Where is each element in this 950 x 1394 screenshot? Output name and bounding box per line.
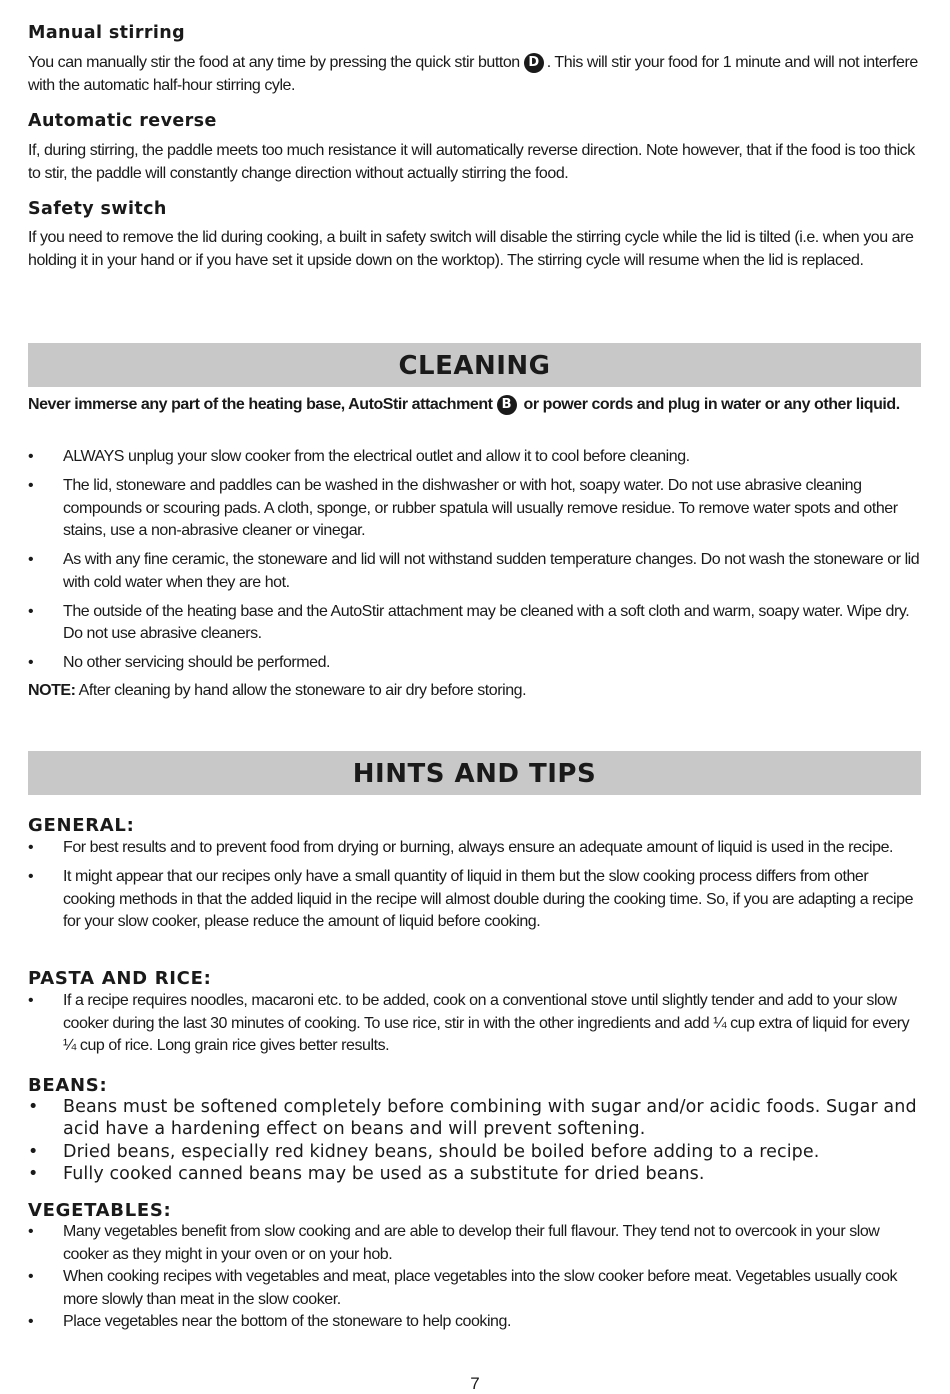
vegetables-heading: VEGETABLES: xyxy=(28,1200,172,1221)
page-number: 7 xyxy=(470,1374,480,1393)
list-item-text: The outside of the heating base and the AutoStir attachment may be cleaned with a soft cloth and warm, soapy water. Wipe dry. Do not use abrasive cleaners. xyxy=(63,602,910,642)
bullet-icon: • xyxy=(28,477,34,494)
list-item xyxy=(28,446,922,469)
list-item xyxy=(28,475,922,543)
note-text: After cleaning by hand allow the stoneware to air dry before storing. xyxy=(75,682,527,699)
bullet-icon: • xyxy=(28,551,34,568)
manual-stirring-text-2: . This will stir your food for 1 minute and will not interfere with the automatic half-hour stirring cyle. xyxy=(28,54,918,94)
list-item-text: Dried beans, especially red kidney beans, should be boiled before adding to a recipe. xyxy=(63,1141,820,1162)
bullet-icon: • xyxy=(28,1163,39,1184)
list-item xyxy=(28,1221,922,1266)
list-item-text: When cooking recipes with vegetables and meat, place vegetables into the slow cooker before meat. Vegetables usually cook more slowly than meat in the slow cooker. xyxy=(63,1268,898,1308)
automatic-reverse-heading: Automatic reverse xyxy=(28,111,217,131)
cleaning-list xyxy=(28,446,922,681)
list-item xyxy=(28,1266,922,1311)
bullet-icon: • xyxy=(28,448,34,465)
list-item-text: Place vegetables near the bottom of the stoneware to help cooking. xyxy=(63,1313,511,1330)
cleaning-note xyxy=(28,680,922,703)
quick-stir-button-d-icon: D xyxy=(524,53,544,73)
manual-stirring-text-1: You can manually stir the food at any time by pressing the quick stir button xyxy=(28,54,520,71)
bullet-icon: • xyxy=(28,1223,34,1240)
list-item xyxy=(28,1163,922,1185)
list-item-text: It might appear that our recipes only have a small quantity of liquid in them but the slow cooking process differs from other cooking methods in that the added liquid in the recipe will almost double during the cooking time. So, if you are adapting a recipe for your slow cooker, please reduce the amount of liquid before cooking. xyxy=(63,868,914,930)
general-list xyxy=(28,837,922,940)
safety-switch-heading: Safety switch xyxy=(28,199,167,219)
manual-stirring-paragraph xyxy=(28,52,922,97)
note-label: NOTE: xyxy=(28,682,76,699)
list-item xyxy=(28,601,922,646)
list-item-text: No other servicing should be performed. xyxy=(63,654,331,671)
manual-stirring-heading: Manual stirring xyxy=(28,23,186,43)
beans-heading: BEANS: xyxy=(28,1075,108,1096)
automatic-reverse-paragraph: If, during stirring, the paddle meets too much resistance it will automatically reverse direction. Note however, that if the food is too thick to stir, the paddle will constantly change direction without actually stirring the food. xyxy=(28,142,915,182)
list-item-text: ALWAYS unplug your slow cooker from the electrical outlet and allow it to cool before cleaning. xyxy=(63,448,690,465)
bullet-icon: • xyxy=(28,1313,34,1330)
pasta-rice-list xyxy=(28,990,922,1058)
list-item xyxy=(28,652,922,675)
bullet-icon: • xyxy=(28,992,34,1009)
bullet-icon: • xyxy=(28,839,34,856)
bullet-icon: • xyxy=(28,1097,39,1117)
bullet-icon: • xyxy=(28,602,34,620)
bullet-icon: • xyxy=(28,1268,34,1285)
list-item xyxy=(28,837,922,860)
cleaning-warning xyxy=(28,394,922,417)
list-item-text: As with any fine ceramic, the stoneware and lid will not withstand sudden temperature changes. Do not wash the stoneware or lid with cold water when they are hot. xyxy=(63,551,920,591)
bullet-icon: • xyxy=(28,1141,39,1162)
safety-switch-paragraph: If you need to remove the lid during cooking, a built in safety switch will disable the stirring cycle while the lid is tilted (i.e. when you are holding it in your hand or if you have set it upside down on the worktop). The stirring cycle will resume when the lid is replaced. xyxy=(28,229,914,269)
hints-banner xyxy=(28,751,921,795)
general-heading: GENERAL: xyxy=(28,815,135,836)
list-item xyxy=(28,1311,922,1334)
beans-list xyxy=(28,1096,922,1185)
vegetables-list xyxy=(28,1221,922,1334)
autostir-attachment-b-icon: B xyxy=(497,395,517,415)
list-item-text: If a recipe requires noodles, macaroni etc. to be added, cook on a conventional stove until slightly tender and add to your slow cooker during the last 30 minutes of cooking. To use rice, stir in with the other ingredients and add ¼ cup extra of liquid for every ¼ cup of rice. Long grain rice gives better results. xyxy=(63,992,910,1054)
cleaning-warning-text-2: or power cords and plug in water or any other liquid. xyxy=(519,396,900,413)
hints-title: HINTS AND TIPS xyxy=(352,759,597,789)
list-item xyxy=(28,549,922,594)
cleaning-title: CLEANING xyxy=(398,351,551,381)
list-item xyxy=(28,1141,922,1163)
list-item xyxy=(28,990,922,1058)
list-item xyxy=(28,1096,922,1141)
list-item xyxy=(28,866,922,934)
cleaning-banner xyxy=(28,343,921,387)
bullet-icon: • xyxy=(28,654,34,671)
bullet-icon: • xyxy=(28,868,34,885)
list-item-text: Many vegetables benefit from slow cooking and are able to develop their full flavour. They tend not to overcook in your slow cooker as they might in your oven or on your hob. xyxy=(63,1223,880,1263)
list-item-text: For best results and to prevent food from drying or burning, always ensure an adequate amount of liquid is used in the recipe. xyxy=(63,839,894,856)
list-item-text: Fully cooked canned beans may be used as a substitute for dried beans. xyxy=(63,1163,705,1184)
list-item-text: Beans must be softened completely before combining with sugar and/or acidic foods. Sugar and acid have a hardening effect on beans and will prevent softening. xyxy=(63,1097,917,1140)
pasta-rice-heading: PASTA AND RICE: xyxy=(28,968,212,989)
list-item-text: The lid, stoneware and paddles can be washed in the dishwasher or with hot, soapy water. Do not use abrasive cleaning compounds or scouring pads. A cloth, sponge, or rubber spatula will usually remove residue. To remove water spots and other stains, use a non-abrasive cleaner or vinegar. xyxy=(63,477,898,539)
cleaning-warning-text-1: Never immerse any part of the heating base, AutoStir attachment xyxy=(28,396,493,413)
